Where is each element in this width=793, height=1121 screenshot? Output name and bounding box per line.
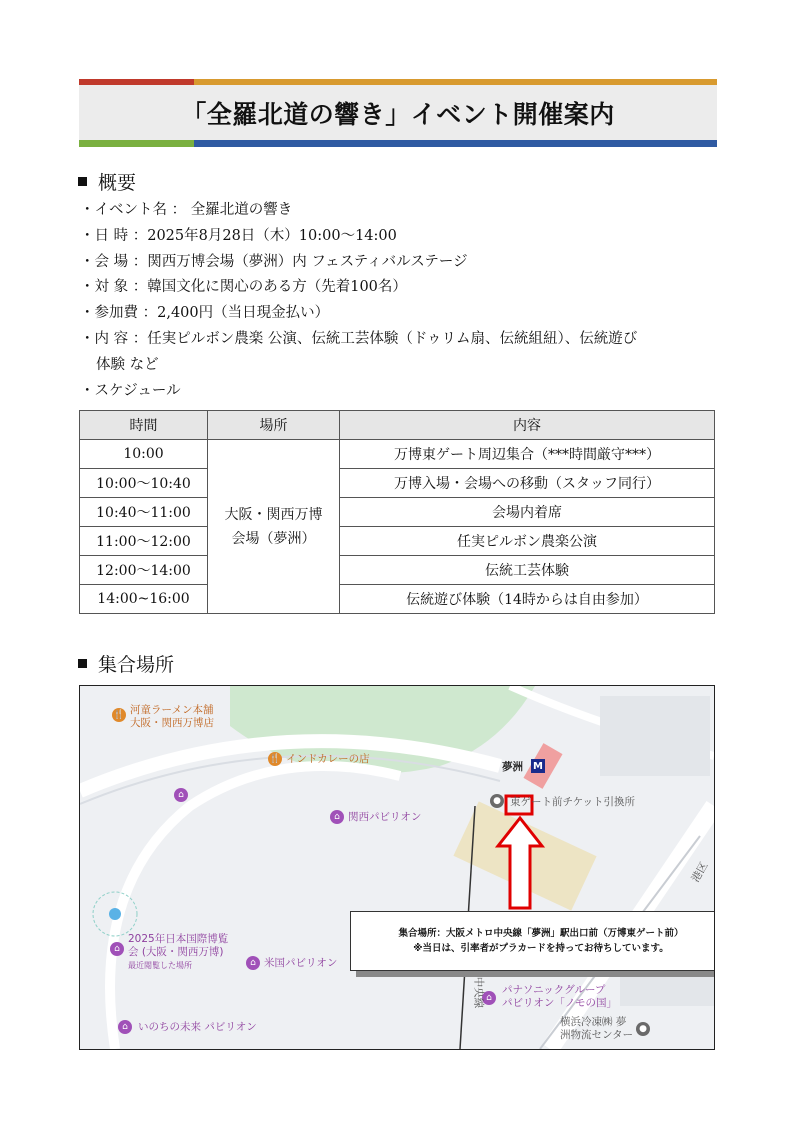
overview-heading-text: 概要 [98,172,137,194]
overview-item-event-name: ・イベント名 ： 全羅北道の響き [80,202,293,218]
schedule-table [79,410,715,614]
ring-road [110,766,400,1049]
pavilion-pin-icon[interactable]: ⌂ [110,942,124,956]
map-label-yokohama-line1: 横浜冷凍㈱ 夢 [560,1016,627,1028]
place-line-1: 大阪・関西万博 [224,506,323,523]
pavilion-pin-icon[interactable]: ⌂ [330,810,344,824]
pavilion-pin-icon[interactable]: ⌂ [246,956,260,970]
map-label-kansai[interactable]: 関西パビリオン [348,811,422,823]
overview-item-target: ・対 象 ：韓国文化に関心のある方（先着100名） [80,279,407,296]
overview-item-venue: ・会 場 ：関西万博会場（夢洲）内 フェスティバルステージ [80,253,468,270]
table-row [80,469,715,498]
table-row [80,498,715,527]
pavilion-pin-icon[interactable]: ⌂ [118,1020,132,1034]
location-pin-icon[interactable]: ● [636,1022,650,1036]
fountain-dot [109,908,121,920]
callout-line-2: ※当日は、引率者がプラカードを持ってお待ちしています。 [413,943,669,954]
pavilion-pin-icon[interactable]: ⌂ [174,788,188,802]
map-label-yokohama[interactable] [560,1016,633,1042]
map-label-ramen-line1: 河童ラーメン本舗 [130,704,214,716]
map-graphics [80,686,714,1049]
callout-line-1: 集合場所：大阪メトロ中央線「夢洲」駅出口前（万博東ゲート前） [398,928,684,939]
map-label-ramen-line2: 大阪・関西万博店 [130,717,214,729]
bottom-bar-blue [194,140,717,147]
overview-heading [78,168,136,195]
row-time: 11:00～12:00 [80,527,208,556]
map-label-curry[interactable]: インドカレーの店 [286,753,370,765]
meeting-heading [78,650,174,677]
overview-item-content-cont: 体験 など [96,356,159,373]
table-row [80,527,715,556]
map-label-expo-line3: 最近閲覧した場所 [128,961,192,970]
row-content: 伝統工芸体験 [340,556,715,585]
overview-item-schedule: ・スケジュール [80,382,181,399]
page-title: 「全羅北道の響き」イベント開催案内 [181,99,615,129]
restaurant-pin-icon[interactable]: 🍴 [113,710,125,720]
map-label-expo[interactable] [128,933,228,972]
map-label-yumeshima[interactable]: 夢洲 [502,761,523,773]
row-time: 10:40～11:00 [80,498,208,527]
row-content: 会場内着席 [340,498,715,527]
meeting-map[interactable] [79,685,715,1050]
map-label-panasonic-line1: パナソニックグループ [502,984,606,996]
title-banner [79,79,717,147]
row-time: 14:00~16:00 [80,585,208,614]
title-box [79,85,717,140]
row-time: 12:00～14:00 [80,556,208,585]
square-bullet-icon [78,177,87,186]
overview-item-content: ・内 容 ：任実ピルボン農楽 公演、伝統工芸体験（ドゥリム扇、伝統組紐）、伝統遊び [80,330,638,347]
row-time: 10:00～10:40 [80,469,208,498]
header-time: 時間 [80,411,208,440]
header-place: 場所 [208,411,340,440]
table-row [80,440,715,469]
row-content: 万博東ゲート周辺集合（***時間厳守***） [340,440,715,469]
overview-list [80,198,720,404]
map-label-ramen[interactable] [130,704,214,730]
metro-station-icon[interactable]: M [531,759,545,773]
map-label-expo-line2: 会 (大阪・関西万博) [128,946,224,958]
table-row [80,585,715,614]
callout-box [350,911,715,971]
map-label-road-chuo: 中央線 [472,976,485,1009]
row-content: 任実ピルボン農楽公演 [340,527,715,556]
map-label-panasonic[interactable] [502,984,617,1010]
restaurant-pin-icon[interactable]: 🍴 [269,754,281,764]
map-label-panasonic-line2: パビリオン「ノモの国」 [502,997,617,1009]
map-label-usa[interactable]: 米国パビリオン [264,957,338,969]
table-row [80,556,715,585]
building-block [600,696,710,776]
square-bullet-icon [78,659,87,668]
pavilion-pin-icon[interactable]: ⌂ [482,991,496,1005]
row-time: 10:00 [80,440,208,469]
overview-item-datetime: ・日 時 ：2025年8月28日（木）10:00～14:00 [80,227,397,244]
map-label-yokohama-line2: 洲物流センター [560,1029,634,1041]
map-label-road-minato: 港区 [689,860,711,885]
header-content: 内容 [340,411,715,440]
schedule-header-row [80,411,715,440]
map-label-expo-line1: 2025年日本国際博覧 [128,933,229,945]
meeting-callout [350,911,715,971]
map-label-ticket[interactable]: 東ゲート前チケット引換所 [510,796,636,808]
title-bottom-bar [79,140,717,147]
map-label-inochi[interactable]: いのちの未来 パビリオン [138,1021,257,1033]
bottom-bar-green [79,140,194,147]
overview-item-fee: ・参加費 ：2,400円（当日現金払い） [80,305,330,322]
meeting-heading-text: 集合場所 [98,654,175,676]
row-content: 伝統遊び体験（14時からは自由参加） [340,585,715,614]
row-content: 万博入場・会場への移動（スタッフ同行） [340,469,715,498]
location-pin-icon[interactable]: ● [490,794,504,808]
place-cell [208,440,340,614]
place-line-2: 会場（夢洲） [231,530,316,547]
